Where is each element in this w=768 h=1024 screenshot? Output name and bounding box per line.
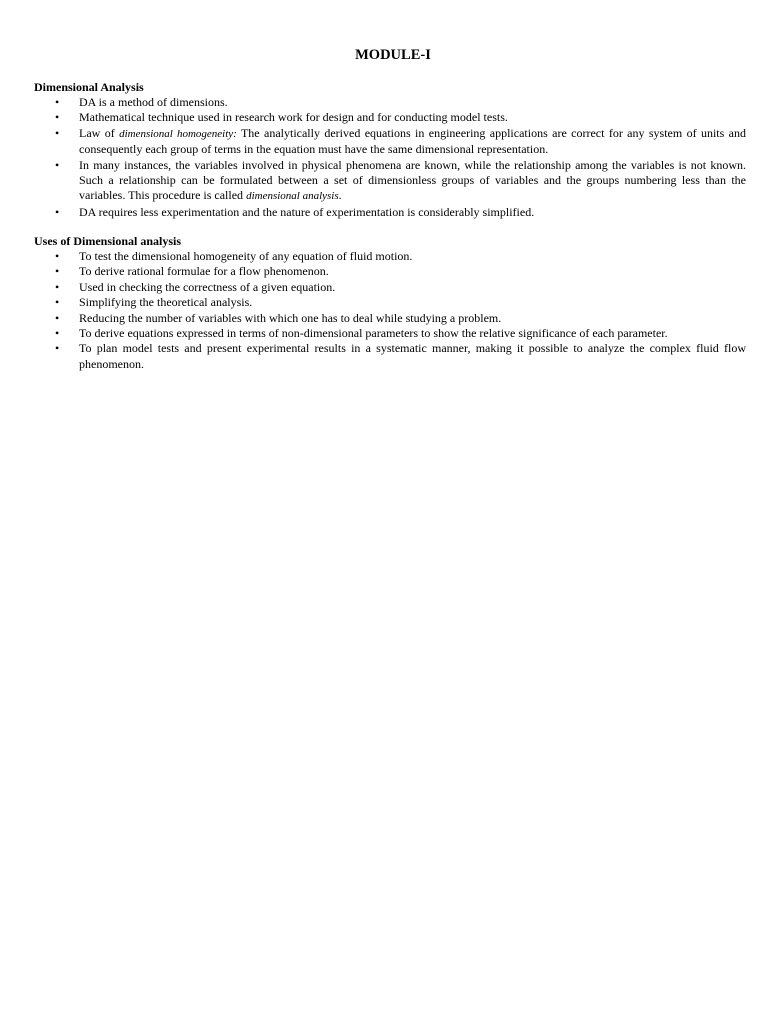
list-item: [34, 158, 746, 205]
list-item-text: To plan model tests and present experimental results in a systematic manner, making it possible to analyze the complex fluid flow phenomenon.: [79, 341, 746, 371]
section-heading: Dimensional Analysis: [34, 80, 144, 94]
bullet-list: [34, 95, 746, 220]
list-item: [34, 341, 746, 372]
list-item-text-post: .: [338, 188, 342, 203]
list-item: [34, 280, 746, 295]
list-item-text: DA is a method of dimensions.: [79, 95, 228, 109]
bullet-icon: •: [55, 110, 60, 125]
list-item-text: Used in checking the correctness of a given equation.: [79, 279, 336, 294]
list-item-text-pre: In many instances, the variables involved in physical phenomena are known, while the relationship among the variables is not known. Such a relationship can be formulated between a set of dimensionless groups of variables and the groups numbering less than the variables. This procedure is called: [79, 157, 746, 203]
list-item-emphasis: dimensional analysis: [246, 190, 339, 203]
list-item-text: To test the dimensional homogeneity of any equation of fluid motion.: [79, 249, 413, 263]
list-item: [34, 249, 746, 264]
bullet-icon: •: [55, 341, 60, 356]
list-item-text: To derive rational formulae for a flow phenomenon.: [79, 264, 329, 279]
section-dimensional-analysis: [34, 80, 746, 220]
list-item-text: DA requires less experimentation and the nature of experimentation is considerably simplified.: [79, 204, 535, 219]
list-item: [34, 126, 746, 158]
section-uses-of-dimensional-analysis: [34, 234, 746, 372]
bullet-icon: •: [55, 279, 60, 294]
list-item-text: Mathematical technique used in research work for design and for conducting model tests.: [79, 110, 508, 125]
bullet-list: [34, 249, 746, 372]
list-item-text-post: The analytically derived equations in engineering applications are correct for any system of units and consequently each group of terms in the equation must have the same dimensional representation.: [79, 125, 746, 157]
list-item: [34, 205, 746, 220]
section-heading: Uses of Dimensional analysis: [34, 234, 182, 248]
list-item: [34, 295, 746, 310]
list-item: [34, 95, 746, 110]
bullet-icon: •: [55, 326, 60, 341]
bullet-icon: •: [55, 264, 60, 279]
bullet-icon: •: [55, 249, 60, 263]
list-item: [34, 326, 746, 341]
list-item-emphasis: dimensional homogeneity:: [119, 127, 237, 140]
list-item: [34, 264, 746, 279]
bullet-icon: •: [55, 310, 60, 325]
bullet-icon: •: [55, 295, 60, 310]
list-item-text: Reducing the number of variables with which one has to deal while studying a problem.: [79, 310, 502, 325]
list-item-text: Simplifying the theoretical analysis.: [79, 295, 253, 310]
list-item: [34, 110, 746, 125]
bullet-icon: •: [55, 125, 60, 140]
bullet-icon: •: [55, 204, 60, 219]
page-title: MODULE-I: [355, 47, 431, 63]
list-item-text-pre: Law of: [79, 125, 120, 140]
list-item-text: To derive equations expressed in terms of non-dimensional parameters to show the relative significance of each parameter.: [79, 326, 668, 341]
list-item: [34, 311, 746, 326]
bullet-icon: •: [55, 157, 60, 172]
bullet-icon: •: [55, 95, 60, 109]
